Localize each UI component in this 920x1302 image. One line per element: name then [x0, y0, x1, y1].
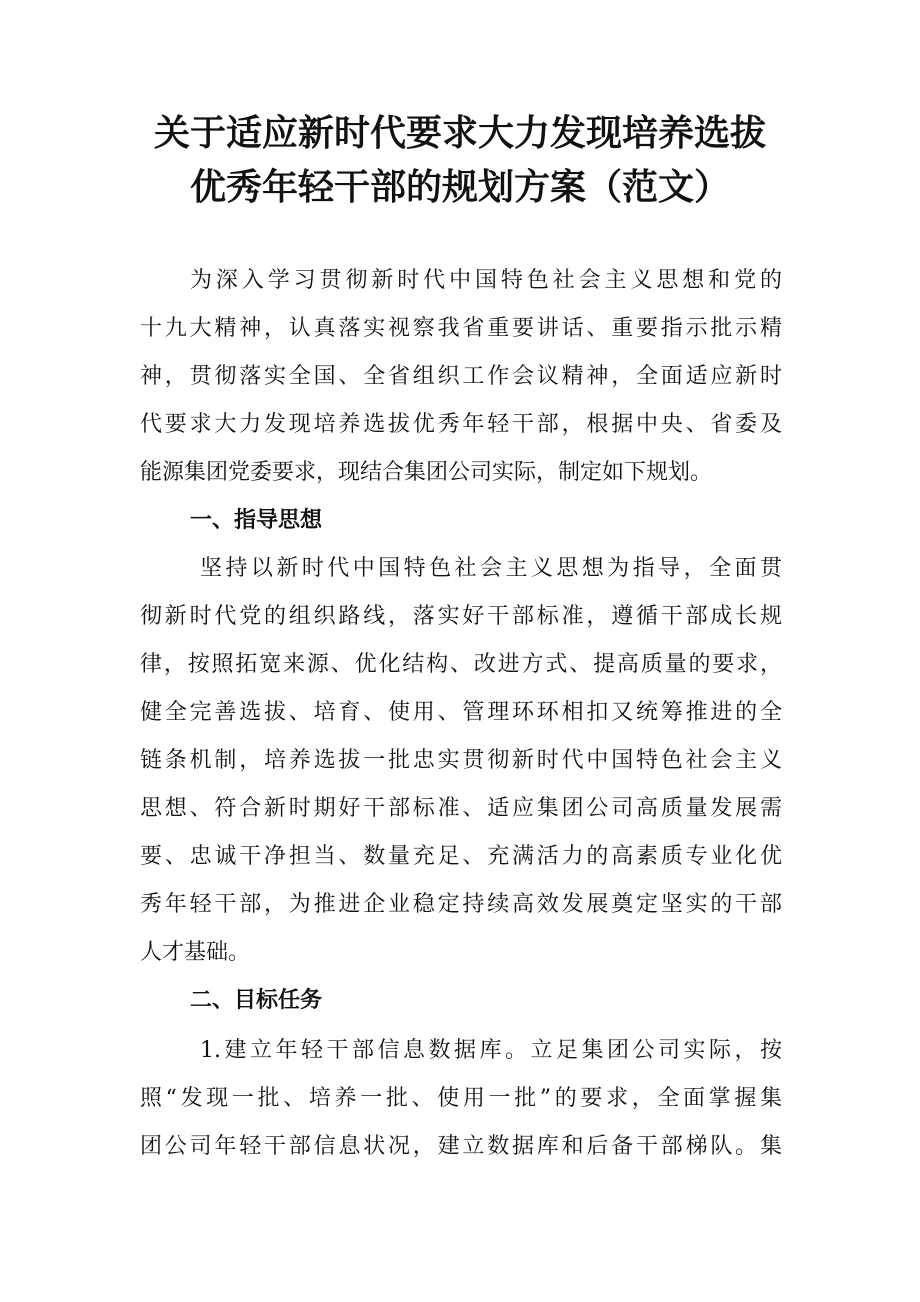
- section1-line: 律，按照拓宽来源、优化结构、改进方式、提高质量的要求，: [140, 652, 782, 677]
- section1-line: 思想、符合新时期好干部标准、适应集团公司高质量发展需: [140, 796, 782, 821]
- intro-line: 十九大精神，认真落实视察我省重要讲话、重要指示批示精: [140, 316, 782, 341]
- intro-line: 为深入学习贯彻新时代中国特色社会主义思想和党的: [190, 268, 782, 293]
- section1-line: 健全完善选拔、培育、使用、管理环环相扣又统筹推进的全: [140, 700, 782, 725]
- section1-line: 人才基础。: [140, 940, 251, 965]
- section1-line: 要、忠诚干净担当、数量充足、充满活力的高素质专业化优: [140, 844, 782, 869]
- section1-line: 坚持以新时代中国特色社会主义思想为指导，全面贯: [200, 556, 782, 581]
- section-heading-guiding-ideology: 一、指导思想: [190, 508, 323, 533]
- section2-line: 团公司年轻干部信息状况，建立数据库和后备干部梯队。集: [140, 1134, 782, 1159]
- intro-line: 神，贯彻落实全国、全省组织工作会议精神，全面适应新时: [140, 364, 782, 389]
- intro-line: 能源集团党委要求，现结合集团公司实际，制定如下规划。: [140, 460, 713, 485]
- document-title-line-1: 关于适应新时代要求大力发现培养选拔: [153, 113, 766, 154]
- intro-line: 代要求大力发现培养选拔优秀年轻干部，根据中央、省委及: [140, 412, 782, 437]
- document-title-line-2: 优秀年轻干部的规划方案（范文）: [189, 167, 730, 208]
- section2-line: 1.建立年轻干部信息数据库。立足集团公司实际，按: [200, 1038, 782, 1063]
- section1-line: 链条机制，培养选拔一批忠实贯彻新时代中国特色社会主义: [140, 748, 782, 773]
- section1-line: 秀年轻干部，为推进企业稳定持续高效发展奠定坚实的干部: [140, 892, 782, 917]
- section1-line: 彻新时代党的组织路线，落实好干部标准，遵循干部成长规: [140, 604, 782, 629]
- section-heading-goals-tasks: 二、目标任务: [190, 988, 323, 1013]
- section2-line: 照“发现一批、培养一批、使用一批”的要求，全面掌握集: [140, 1086, 782, 1111]
